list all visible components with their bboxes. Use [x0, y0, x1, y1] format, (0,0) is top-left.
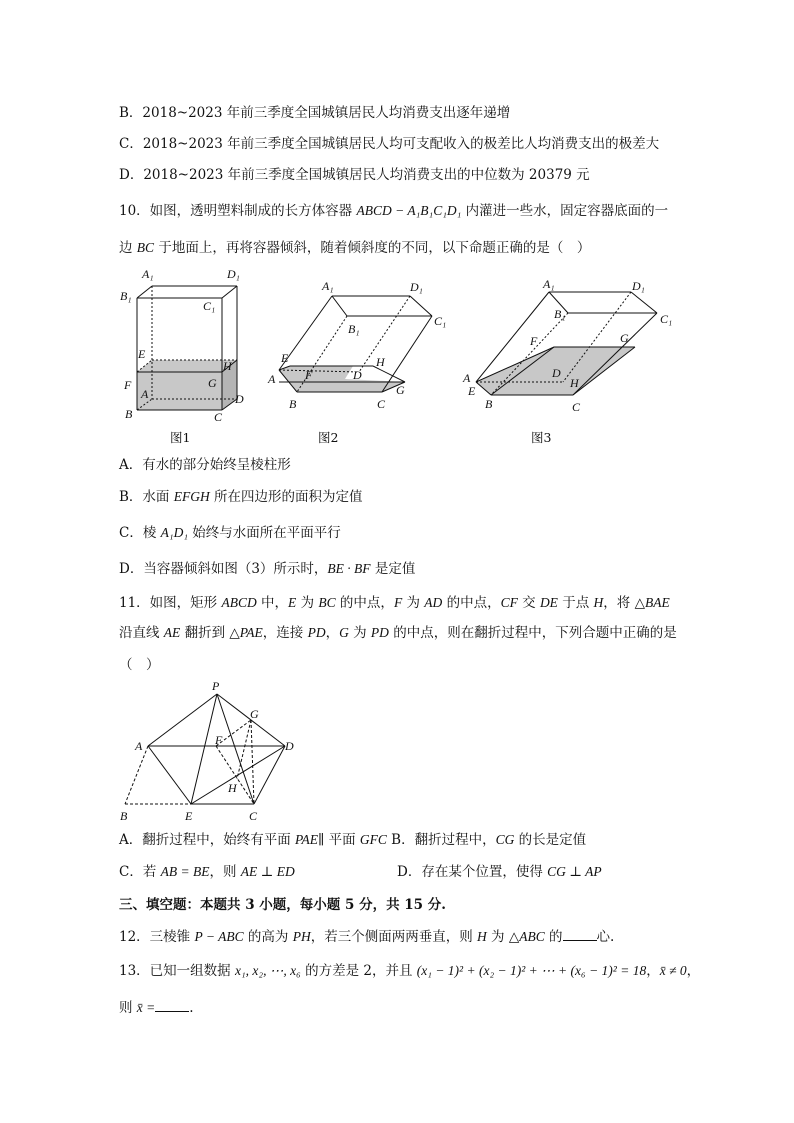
q12-text: 12．三棱锥 P − ABC 的高为 PH，若三个侧面两两垂直，则 H 为 △ABC 的 心.: [119, 929, 615, 945]
f3-label-e: E: [468, 384, 476, 398]
f3-label-b: B: [485, 397, 493, 411]
f2-label-f: F: [305, 368, 313, 382]
q10-fig2-caption: 图2: [318, 430, 339, 445]
f3-label-d: D: [552, 366, 561, 380]
f4-label-f: F: [215, 733, 223, 747]
f4-label-c: C: [249, 809, 258, 823]
q11-stem-line3: （ ）: [119, 657, 160, 673]
q10-option-b: B．水面 EFGH 所在四边形的面积为定值: [119, 489, 363, 505]
q10-figure-2: [265, 278, 465, 428]
f1-label-a: A: [141, 387, 149, 401]
q10-stem-line1: 10．如图，透明塑料制成的长方体容器 ABCD − A₁B₁C₁D₁ 内灌进一些水，固定容器底面的一: [119, 203, 669, 219]
q13-line1: 13．已知一组数据 x₁, x₂, ⋯, x₆ 的方差是 2，并且 (x₁ − 1)² + (x₂ − 1)² + ⋯ + (x₆ − 1)² = 18，x̄ ≠ 0，: [119, 963, 701, 979]
f2-label-c1: C₁: [434, 314, 447, 328]
f2-label-d1: D₁: [410, 280, 423, 294]
section-3-heading: 三、填空题：本题共 3 小题，每小题 5 分，共 15 分.: [119, 897, 446, 913]
f4-label-h: H: [228, 781, 237, 795]
f2-label-e: E: [281, 351, 289, 365]
f1-label-d1: D₁: [227, 267, 240, 281]
f3-label-c1: C₁: [660, 312, 673, 326]
f3-label-d1: D₁: [632, 279, 645, 293]
f3-label-c: C: [572, 400, 581, 414]
f1-label-c: C: [214, 410, 223, 422]
f4-label-p: P: [212, 680, 220, 693]
q11-stem-line2: 沿直线 AE 翻折到 △PAE，连接 PD，G 为 PD 的中点，则在翻折过程中，下列合题中正确的是: [119, 625, 677, 641]
q13-answer-blank[interactable]: [155, 999, 189, 1012]
q9-option-d: D．2018~2023 年前三季度全国城镇居民人均消费支出的中位数为 20379 元: [119, 167, 590, 183]
f1-label-e: E: [138, 347, 146, 361]
f1-label-h: H: [223, 359, 232, 373]
f1-label-b1: B₁: [120, 289, 132, 303]
f2-label-c: C: [377, 397, 386, 411]
f3-label-h: H: [570, 376, 579, 390]
q11-option-d: D．存在某个位置，使得 CG ⊥ AP: [397, 864, 602, 880]
f4-label-d: D: [285, 739, 294, 753]
f3-label-a1: A₁: [543, 278, 555, 291]
q11-stem-line1: 11．如图，矩形 ABCD 中，E 为 BC 的中点，F 为 AD 的中点，CF 交 DE 于点 H，将 △BAE: [119, 595, 670, 611]
f2-label-b1: B₁: [348, 322, 360, 336]
f4-label-e: E: [185, 809, 193, 823]
f1-label-a1: A₁: [142, 267, 154, 281]
f3-label-a: A: [463, 371, 471, 385]
q9-option-b: B．2018~2023 年前三季度全国城镇居民人均消费支出逐年递增: [119, 105, 511, 121]
q10-fig3-caption: 图3: [531, 430, 552, 445]
f3-label-f: F: [530, 334, 538, 348]
q12-answer-blank[interactable]: [563, 928, 597, 941]
q13-line2: 则 x̄ = .: [119, 1000, 194, 1016]
q11-figure: [115, 680, 315, 825]
q10-option-a: A．有水的部分始终呈棱柱形: [119, 457, 291, 473]
f2-label-b: B: [289, 397, 297, 411]
f1-label-d: D: [235, 392, 244, 406]
f2-label-h: H: [376, 355, 385, 369]
f4-label-g: G: [250, 707, 259, 721]
f2-label-d: D: [353, 368, 362, 382]
f4-label-a: A: [135, 739, 143, 753]
f2-label-a1: A₁: [322, 279, 334, 293]
f2-label-g: G: [396, 383, 405, 397]
q10-option-c: C．棱 A₁D₁ 始终与水面所在平面平行: [119, 525, 341, 541]
q10-option-d: D．当容器倾斜如图（3）所示时，BE · BF 是定值: [119, 561, 416, 577]
q10-figure-3: [460, 278, 700, 428]
f2-label-a: A: [268, 372, 276, 386]
f1-label-b: B: [125, 407, 133, 421]
q10-fig1-caption: 图1: [170, 430, 191, 445]
q10-stem-line2: 边 BC 于地面上，再将容器倾斜，随着倾斜度的不同，以下命题正确的是（ ）: [119, 240, 591, 256]
f4-label-b: B: [120, 809, 128, 823]
f3-label-g: G: [620, 331, 629, 345]
f1-label-g: G: [208, 376, 217, 390]
q11-option-a-b: A．翻折过程中，始终有平面 PAE∥ 平面 GFC B．翻折过程中，CG 的长是定值: [119, 832, 587, 848]
f1-label-f: F: [124, 378, 132, 392]
q11-option-c: C．若 AB = BE，则 AE ⊥ ED: [119, 864, 295, 880]
q10-figure-1: [115, 262, 255, 422]
f3-label-b1: B₁: [554, 307, 566, 321]
q9-option-c: C．2018~2023 年前三季度全国城镇居民人均可支配收入的极差比人均消费支出的极差大: [119, 136, 660, 152]
f1-label-c1: C₁: [203, 299, 216, 313]
